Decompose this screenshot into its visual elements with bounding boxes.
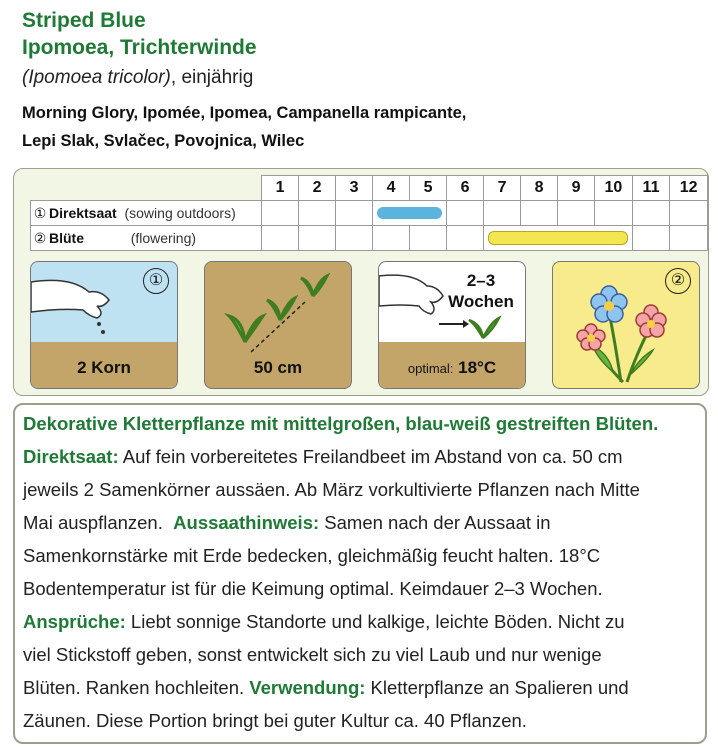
latin-name-line bbox=[22, 67, 253, 89]
description-line: Direktsaat: Auf fein vorbereitetes Freilandbeet im Abstand von ca. 50 cm bbox=[23, 446, 623, 467]
optimal-temperature: optimal: 18°C bbox=[407, 358, 497, 377]
month-2: 2 bbox=[299, 176, 336, 201]
calendar-row-sowing bbox=[31, 201, 708, 226]
planting-info-panel bbox=[13, 168, 709, 396]
plant-spacing: 50 cm bbox=[253, 358, 303, 377]
description-line: Ansprüche: Liebt sonnige Standorte und kalkige, leichte Böden. Nicht zu bbox=[23, 611, 625, 632]
step-number-2: ② bbox=[665, 268, 691, 294]
month-9: 9 bbox=[558, 176, 595, 201]
month-7: 7 bbox=[484, 176, 521, 201]
common-names-line2: Lepi Slak, Svlačec, Povojnica, Wilec bbox=[22, 132, 305, 150]
description-line: Bodentemperatur ist für die Keimung optimal. Keimdauer 2–3 Wochen. bbox=[23, 578, 603, 599]
month-11: 11 bbox=[632, 176, 670, 201]
description-line: Dekorative Kletterpflanze mit mittelgroßen, blau-weiß gestreiften Blüten. bbox=[23, 413, 659, 434]
calendar-header-row bbox=[31, 176, 708, 201]
lifecycle-label: , einjährig bbox=[170, 67, 254, 88]
description-line: viel Stickstoff geben, sonst entwickelt sich zu viel Laub und nur wenige bbox=[23, 644, 602, 665]
hand-seed-sprout-icon bbox=[379, 262, 525, 352]
calendar-row-flowering bbox=[31, 226, 708, 251]
month-1: 1 bbox=[262, 176, 299, 201]
flowers-icon bbox=[553, 262, 699, 388]
flowering-period-cell bbox=[484, 226, 633, 251]
seed-count: 2 Korn bbox=[77, 358, 131, 377]
description-box bbox=[13, 403, 707, 744]
description-line: Blüten. Ranken hochleiten. Verwendung: Kletterpflanze an Spalieren und bbox=[23, 677, 629, 698]
hand-sowing-seeds-icon bbox=[31, 262, 177, 342]
germination-duration: 2–3 Wochen bbox=[448, 271, 514, 311]
month-12: 12 bbox=[670, 176, 708, 201]
germination-pictogram bbox=[378, 261, 526, 389]
description-line: jeweils 2 Samenkörner aussäen. Ab März vorkultivierte Pflanzen nach Mitte bbox=[23, 479, 640, 500]
spacing-pictogram bbox=[204, 261, 352, 389]
row-label-sowing: ① Direktsaat (sowing outdoors) bbox=[31, 201, 262, 226]
description-line: Mai auspflanzen. Aussaathinweis: Samen nach der Aussaat in bbox=[23, 512, 551, 533]
month-6: 6 bbox=[447, 176, 484, 201]
flowering-period-bar bbox=[488, 231, 628, 245]
product-title: Striped Blue bbox=[22, 9, 146, 32]
step-number-1: ① bbox=[143, 268, 169, 294]
description-line: Zäunen. Diese Portion bringt bei guter Kultur ca. 40 Pflanzen. bbox=[23, 710, 527, 731]
description-line: Samenkornstärke mit Erde bedecken, gleichmäßig feucht halten. 18°C bbox=[23, 545, 601, 566]
sowing-period-cell bbox=[373, 201, 447, 226]
common-names-line1: Morning Glory, Ipomée, Ipomea, Campanella rampicante, bbox=[22, 104, 467, 122]
sowing-period-bar bbox=[377, 207, 442, 219]
product-subtitle: Ipomoea, Trichterwinde bbox=[22, 36, 257, 59]
row-label-flowering: ② Blüte (flowering) bbox=[31, 226, 262, 251]
sowing-pictogram bbox=[30, 261, 178, 389]
month-10: 10 bbox=[595, 176, 633, 201]
flowering-pictogram bbox=[552, 261, 700, 389]
latin-name: (Ipomoea tricolor) bbox=[22, 67, 171, 88]
sowing-calendar bbox=[30, 175, 708, 251]
month-5: 5 bbox=[410, 176, 447, 201]
month-8: 8 bbox=[521, 176, 558, 201]
month-4: 4 bbox=[373, 176, 410, 201]
month-3: 3 bbox=[336, 176, 373, 201]
